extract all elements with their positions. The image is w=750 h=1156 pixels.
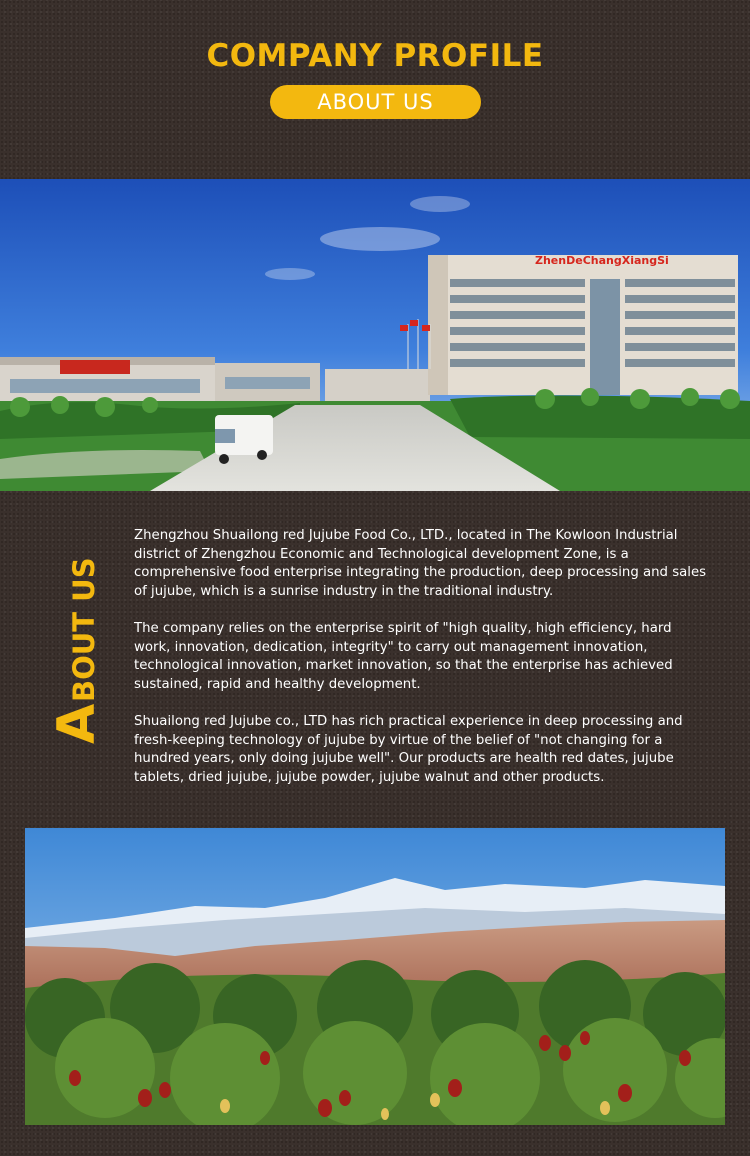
page-title: COMPANY PROFILE [206, 38, 544, 74]
factory-sign: ZhenDeChangXiangSi [535, 254, 669, 267]
jujube-orchard-photo [25, 828, 725, 1125]
about-us-button[interactable]: ABOUT US [270, 85, 481, 119]
about-us-text [134, 527, 709, 806]
about-paragraph-2: The company relies on the enterprise spirit of "high quality, high efficiency, hard work, innovation, dedication, integrity" to carry out management innovation, technological innovation, market innovation, so that the enterprise has achieved sustained, rapid and healthy development. [134, 620, 673, 692]
about-us-title-rest: BOUT US [67, 557, 101, 702]
factory-photo [0, 179, 750, 491]
about-paragraph-3: Shuailong red Jujube co., LTD has rich practical experience in deep processing and fresh-keeping technology of jujube by virtue of the belief of "not changing for a hundred years, only doing jujube well". Our products are health red dates, jujube tablets, dried jujube, jujube powder, jujube walnut and other products. [134, 713, 683, 785]
about-us-title-initial: A [47, 703, 107, 744]
about-us-vertical-title [44, 556, 110, 746]
about-paragraph-1: Zhengzhou Shuailong red Jujube Food Co., LTD., located in The Kowloon Industrial district of Zhengzhou Economic and Technological development Zone, is a comprehensive food enterprise integrating the production, deep processing and sales of jujube, which is a sunrise industry in the traditional industry. [134, 528, 707, 599]
